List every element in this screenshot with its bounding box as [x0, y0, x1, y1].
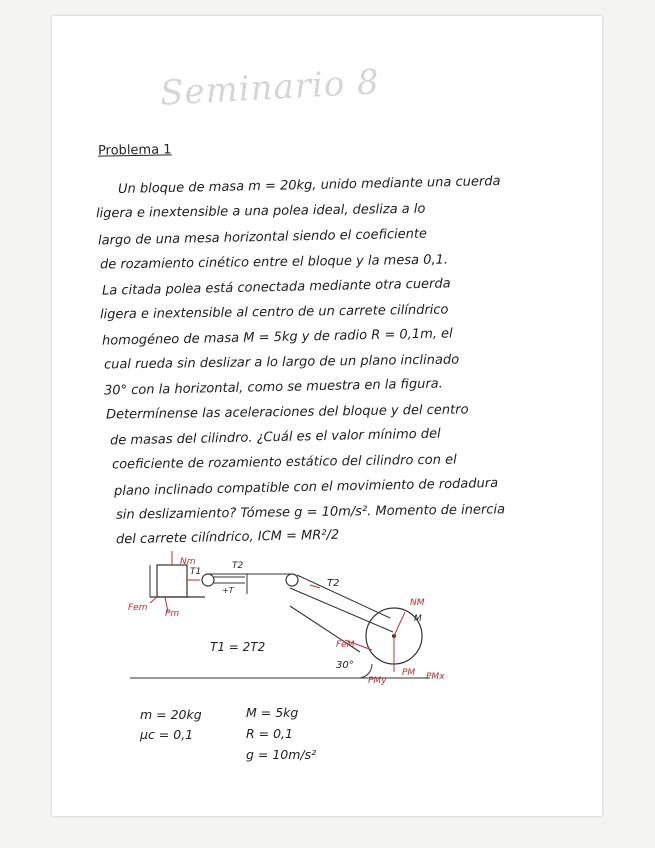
weight-block-label: Pm	[165, 609, 180, 619]
given-mass-block: m = 20kg	[140, 707, 202, 722]
incline-upper-edge	[290, 588, 393, 632]
friction-block-arrow	[150, 597, 157, 603]
friction-block-label: Fem	[128, 603, 148, 613]
tension2-top-label: T2	[232, 561, 244, 571]
problem-title: Problema 1	[97, 142, 172, 159]
tension2-rope-label: T2	[327, 578, 340, 589]
statement-line: ligera e inextensible a una polea ideal, desliza a lo	[95, 201, 426, 222]
statement-line: plano inclinado compatible con el movimiento de rodadura	[113, 475, 499, 500]
statement-line: Determínense las aceleraciones del bloque y del centro	[105, 402, 469, 423]
weight-component-left-label: PMy	[368, 676, 387, 686]
statement-line: de masas del cilindro. ¿Cuál es el valor mínimo del	[109, 426, 441, 449]
statement-line: sin deslizamiento? Tómese g = 10m/s². Momento de inercia	[115, 502, 506, 523]
page-heading: Seminario 8	[159, 62, 381, 114]
statement-line: largo de una mesa horizontal siendo el coeficiente	[97, 226, 428, 249]
normal-block-label: Nm	[180, 557, 196, 567]
statement-line: Un bloque de masa m = 20kg, unido mediante una cuerda	[117, 173, 501, 198]
statement-line: ligera e inextensible al centro de un carrete cilíndrico	[99, 302, 449, 323]
statement-line: del carrete cilíndrico, ICM = MR²/2	[115, 527, 340, 548]
fixed-pulley	[286, 574, 298, 586]
given-radius: R = 0,1	[246, 726, 293, 741]
statement-line: La citada polea está conectada mediante otra cuerda	[101, 276, 451, 299]
statement-line: homogéneo de masa M = 5kg y de radio R = 0,1m, el	[101, 326, 453, 349]
given-gravity: g = 10m/s²	[246, 747, 317, 762]
statement-line: cual rueda sin deslizar a lo largo de un plano inclinado	[103, 352, 460, 373]
friction-cylinder-label: FeM	[336, 640, 355, 650]
angle-label: 30°	[336, 660, 354, 671]
weight-cylinder-label: PM	[402, 668, 416, 678]
block	[157, 565, 187, 597]
normal-cylinder-arrow	[394, 612, 405, 636]
plus-t-label: +T	[222, 586, 234, 595]
given-mass-cylinder: M = 5kg	[246, 705, 299, 720]
tension1-label: T1	[190, 567, 202, 577]
weight-component-right-label: PMx	[426, 672, 445, 682]
given-friction-coefficient: μc = 0,1	[140, 727, 194, 742]
mass-cylinder-label: M	[414, 614, 422, 624]
statement-line: de rozamiento cinético entre el bloque y la mesa 0,1.	[99, 252, 449, 273]
statement-line: coeficiente de rozamiento estático del cilindro con el	[111, 452, 457, 473]
normal-cylinder-label: NM	[410, 598, 425, 608]
movable-pulley	[202, 574, 214, 586]
tension-relation: T1 = 2T2	[210, 640, 266, 654]
statement-line: 30° con la horizontal, como se muestra en la figura.	[103, 376, 443, 399]
